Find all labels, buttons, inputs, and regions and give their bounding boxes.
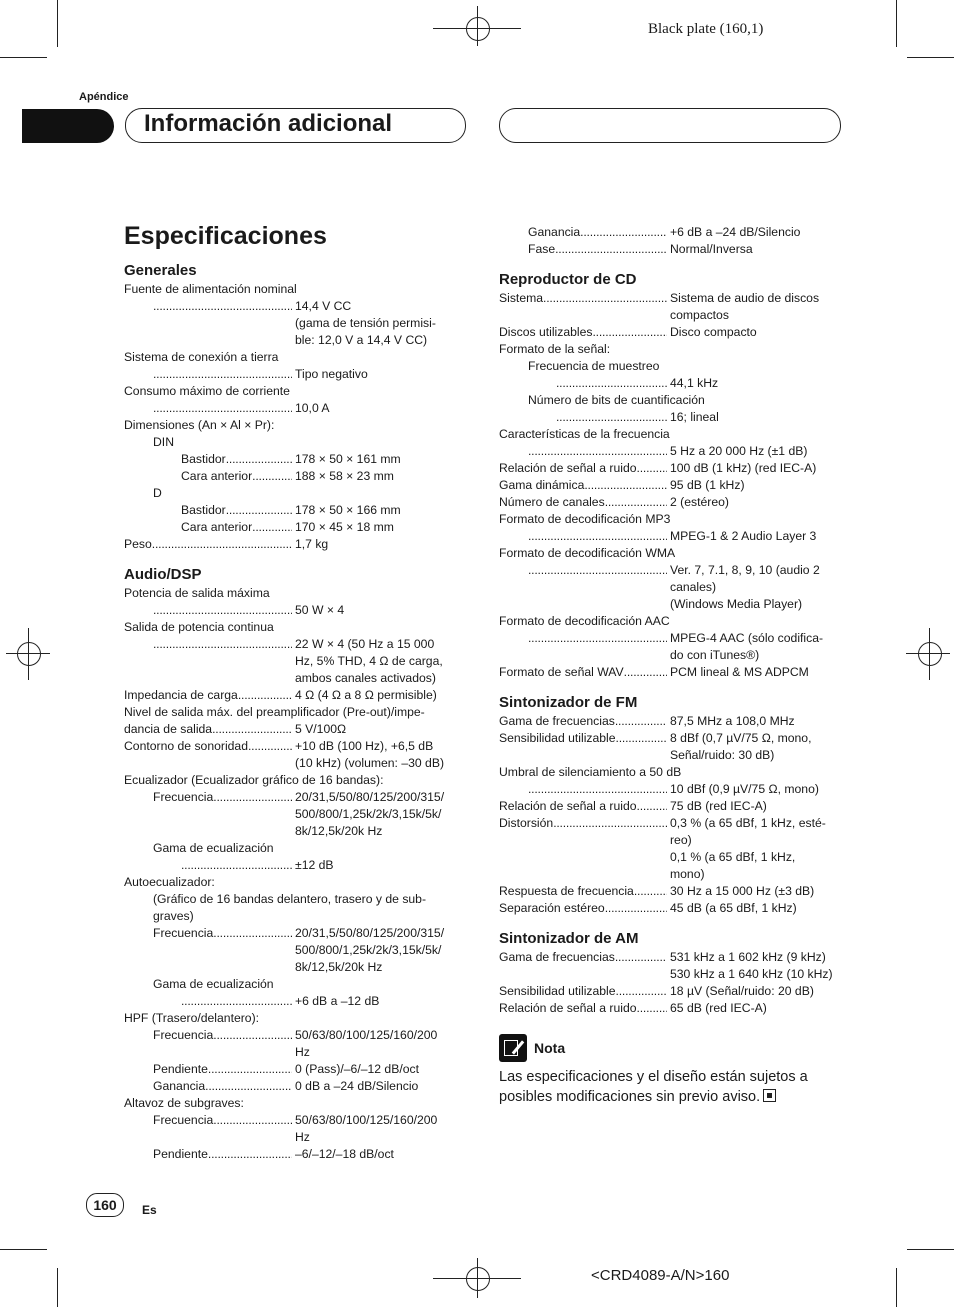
- dot-leader: [213, 789, 292, 806]
- spec-value: Normal/Inversa: [670, 242, 753, 256]
- spec-label-holder: [528, 241, 667, 258]
- spec-label: Frecuencia: [153, 790, 214, 804]
- spec-label-holder: [528, 528, 667, 545]
- spec-value: 14,4 V CC: [295, 299, 352, 313]
- spec-row: [124, 519, 464, 536]
- spec-row: [499, 713, 844, 730]
- spec-row: [124, 1146, 464, 1163]
- spec-line: Formato de la señal:: [499, 342, 611, 356]
- spec-label-holder: [499, 983, 667, 1000]
- spec-label-holder: [153, 1112, 292, 1129]
- spec-label: Ganancia: [528, 225, 581, 239]
- spec-row: [499, 528, 844, 545]
- spec-label: Frecuencia: [153, 1028, 214, 1042]
- spec-value: MPEG-4 AAC (sólo codifica-: [670, 631, 824, 645]
- spec-row: [499, 900, 844, 917]
- spec-row: [124, 602, 464, 619]
- spec-row: [124, 468, 464, 485]
- spec-label: Separación estéreo: [499, 901, 605, 915]
- registration-circle-icon: [17, 642, 41, 666]
- spec-label: Discos utilizables: [499, 325, 593, 339]
- dot-leader: [592, 324, 667, 341]
- spec-row: [499, 494, 844, 511]
- spec-row: [124, 400, 464, 417]
- spec-line: Frecuencia de muestreo: [528, 359, 660, 373]
- spec-row: [124, 536, 464, 553]
- spec-value: 8 dBf (0,7 µV/75 Ω, mono,: [670, 731, 812, 745]
- spec-label-holder: [528, 224, 667, 241]
- dot-leader: [528, 528, 667, 545]
- section-heading: Sintonizador de FM: [499, 694, 638, 711]
- end-square-icon: [763, 1089, 776, 1102]
- spec-label-holder: [499, 815, 667, 832]
- spec-label-holder: [153, 602, 292, 619]
- dot-leader: [637, 798, 667, 815]
- spec-value: 0 (Pass)/–6/–12 dB/oct: [295, 1062, 419, 1076]
- spec-value: PCM lineal & MS ADPCM: [670, 665, 809, 679]
- dot-leader: [226, 451, 292, 468]
- spec-line: Características de la frecuencia: [499, 427, 670, 441]
- spec-label-holder: [499, 713, 667, 730]
- spec-value-continued: canales): [670, 580, 717, 594]
- note-header: [499, 1033, 844, 1063]
- specs-right-list: [499, 224, 844, 1017]
- spec-row: [124, 857, 464, 874]
- dot-leader: [212, 721, 292, 738]
- spec-label-holder: [528, 562, 667, 579]
- spec-label-holder: [499, 477, 667, 494]
- spec-value: ±12 dB: [295, 858, 334, 872]
- spec-row: [124, 721, 464, 738]
- note-block: [499, 1033, 844, 1107]
- spec-row: [499, 798, 844, 815]
- spec-value-continued: mono): [670, 867, 705, 881]
- spec-label-holder: [499, 949, 667, 966]
- spec-value: 2 (estéreo): [670, 495, 729, 509]
- crop-mark: [0, 57, 47, 58]
- spec-label-holder: [124, 738, 292, 755]
- registration-circle-icon: [466, 1267, 490, 1291]
- spec-value: 188 × 58 × 23 mm: [295, 469, 394, 483]
- dot-leader: [181, 857, 292, 874]
- spec-line: Gama de ecualización: [153, 841, 274, 855]
- spec-label: Contorno de sonoridad: [124, 739, 248, 753]
- chapter-title: Información adicional: [144, 110, 393, 137]
- spec-label-holder: [153, 789, 292, 806]
- spec-row: [499, 815, 844, 832]
- dot-leader: [226, 502, 292, 519]
- spec-value: +6 dB a –24 dB/Silencio: [670, 225, 801, 239]
- spec-row: [124, 925, 464, 942]
- spec-line: DIN: [153, 435, 174, 449]
- spec-label-holder: [153, 1078, 292, 1095]
- spec-label-holder: [124, 536, 292, 553]
- spec-value: 20/31,5/50/80/125/200/315/: [295, 790, 445, 804]
- dot-leader: [584, 477, 667, 494]
- spec-label-holder: [528, 630, 667, 647]
- spec-label-holder: [153, 1146, 292, 1163]
- crop-mark: [896, 0, 897, 47]
- spec-value-continued: reo): [670, 833, 692, 847]
- spec-label-holder: [153, 400, 292, 417]
- spec-row: [499, 883, 844, 900]
- spec-value-continued: (10 kHz) (volumen: –30 dB): [295, 756, 445, 770]
- spec-line: Autoecualizador:: [124, 875, 215, 889]
- spec-value-continued: 530 kHz a 1 640 kHz (10 kHz): [670, 967, 833, 981]
- note-label: Nota: [534, 1039, 566, 1056]
- spec-value: 45 dB (a 65 dBf, 1 kHz): [670, 901, 797, 915]
- spec-label-holder: [153, 1061, 292, 1078]
- dot-leader: [615, 713, 667, 730]
- spec-line: HPF (Trasero/delantero):: [124, 1011, 260, 1025]
- dot-leader: [580, 224, 667, 241]
- dot-leader: [208, 1061, 292, 1078]
- crop-mark: [907, 1249, 954, 1250]
- dot-leader: [637, 460, 667, 477]
- spec-label: Gama de frecuencias: [499, 950, 615, 964]
- spec-value: 0 dB a –24 dB/Silencio: [295, 1079, 419, 1093]
- dot-leader: [152, 536, 292, 553]
- spec-row: [124, 502, 464, 519]
- spec-row: [499, 664, 844, 681]
- registration-circle-icon: [466, 17, 490, 41]
- specs-left-column: [124, 261, 464, 1163]
- specs-right-column: [499, 224, 844, 1107]
- spec-label-holder: [556, 375, 667, 392]
- spec-row: [124, 636, 464, 653]
- spec-label: Formato de señal WAV: [499, 665, 624, 679]
- dot-leader: [616, 983, 667, 1000]
- spec-value-continued: 500/800/1,25k/2k/3,15k/5k/: [295, 807, 442, 821]
- spec-value: 100 dB (1 kHz) (red IEC-A): [670, 461, 817, 475]
- spec-value: 20/31,5/50/80/125/200/315/: [295, 926, 445, 940]
- document-code: <CRD4089-A/N>160: [591, 1267, 730, 1284]
- spec-value: 16; lineal: [670, 410, 719, 424]
- spec-value: 4 Ω (4 Ω a 8 Ω permisible): [295, 688, 437, 702]
- spec-label-holder: [153, 925, 292, 942]
- spec-row: [499, 241, 844, 258]
- spec-label-holder: [181, 502, 292, 519]
- dot-leader: [528, 630, 667, 647]
- spec-row: [499, 460, 844, 477]
- section-label: Apéndice: [79, 91, 129, 103]
- dot-leader: [252, 519, 292, 536]
- crop-mark: [57, 1268, 58, 1307]
- spec-label: Pendiente: [153, 1147, 208, 1161]
- spec-value: 10,0 A: [295, 401, 330, 415]
- crop-mark: [0, 1249, 47, 1250]
- spec-label-holder: [528, 443, 667, 460]
- spec-row: [499, 324, 844, 341]
- spec-label-holder: [124, 687, 292, 704]
- spec-label: Impedancia de carga: [124, 688, 238, 702]
- spec-line: Nivel de salida máx. del preamplificador (Pre-out)/impe-: [124, 705, 425, 719]
- spec-row: [499, 409, 844, 426]
- dot-leader: [153, 602, 292, 619]
- spec-line: Fuente de alimentación nominal: [124, 282, 297, 296]
- spec-line: Potencia de salida máxima: [124, 586, 270, 600]
- chapter-tab: [22, 109, 114, 143]
- spec-value: 95 dB (1 kHz): [670, 478, 745, 492]
- spec-value: 10 dBf (0,9 µV/75 Ω, mono): [670, 782, 819, 796]
- spec-label: Respuesta de frecuencia: [499, 884, 634, 898]
- dot-leader: [205, 1078, 292, 1095]
- spec-label: Sensibilidad utilizable: [499, 731, 616, 745]
- dot-leader: [213, 1112, 292, 1129]
- spec-label-holder: [153, 298, 292, 315]
- spec-line: Formato de decodificación WMA: [499, 546, 676, 560]
- spec-value-continued: ambos canales activados): [295, 671, 436, 685]
- dot-leader: [213, 925, 292, 942]
- spec-label-holder: [153, 366, 292, 383]
- dot-leader: [556, 409, 667, 426]
- spec-label: Relación de señal a ruido: [499, 1001, 637, 1015]
- spec-value: 531 kHz a 1 602 kHz (9 kHz): [670, 950, 826, 964]
- page-title: Especificaciones: [124, 222, 327, 250]
- spec-label-holder: [499, 730, 667, 747]
- dot-leader: [153, 366, 292, 383]
- dot-leader: [153, 636, 292, 653]
- spec-value: 50/63/80/100/125/160/200: [295, 1028, 438, 1042]
- spec-line: Formato de decodificación MP3: [499, 512, 671, 526]
- spec-label-holder: [153, 636, 292, 653]
- dot-leader: [605, 494, 667, 511]
- spec-label: Sistema: [499, 291, 544, 305]
- spec-value: Disco compacto: [670, 325, 757, 339]
- spec-value-continued: Hz: [295, 1130, 310, 1144]
- spec-label-holder: [499, 494, 667, 511]
- spec-value-continued: ble: 12,0 V a 14,4 V CC): [295, 333, 428, 347]
- spec-value: 5 Hz a 20 000 Hz (±1 dB): [670, 444, 808, 458]
- spec-value: 18 µV (Señal/ruido: 20 dB): [670, 984, 814, 998]
- spec-row: [499, 781, 844, 798]
- spec-row: [499, 443, 844, 460]
- section-heading: Generales: [124, 262, 197, 279]
- spec-value: Tipo negativo: [295, 367, 368, 381]
- spec-row: [499, 224, 844, 241]
- spec-value: 22 W × 4 (50 Hz a 15 000: [295, 637, 435, 651]
- spec-label: Distorsión: [499, 816, 554, 830]
- spec-line: Formato de decodificación AAC: [499, 614, 670, 628]
- spec-label: Pendiente: [153, 1062, 208, 1076]
- spec-label-holder: [499, 798, 667, 815]
- spec-row: [124, 687, 464, 704]
- spec-row: [499, 290, 844, 307]
- spec-line: Sistema de conexión a tierra: [124, 350, 279, 364]
- plate-label: Black plate (160,1): [648, 21, 764, 37]
- spec-label-holder: [499, 460, 667, 477]
- spec-row: [499, 375, 844, 392]
- spec-row: [124, 298, 464, 315]
- spec-label: Bastidor: [181, 452, 226, 466]
- spec-label-holder: [499, 883, 667, 900]
- spec-line: Gama de ecualización: [153, 977, 274, 991]
- dot-leader: [543, 290, 667, 307]
- crop-mark: [896, 1268, 897, 1307]
- spec-value-continued: 500/800/1,25k/2k/3,15k/5k/: [295, 943, 442, 957]
- spec-label-holder: [181, 519, 292, 536]
- spec-label: Sensibilidad utilizable: [499, 984, 616, 998]
- dot-leader: [553, 815, 667, 832]
- spec-label: Relación de señal a ruido: [499, 799, 637, 813]
- spec-row: [499, 983, 844, 1000]
- spec-value-continued: compactos: [670, 308, 729, 322]
- page-number: 160: [86, 1193, 124, 1217]
- spec-line: (Gráfico de 16 bandas delantero, trasero y de sub-: [153, 892, 427, 906]
- spec-line: Número de bits de cuantificación: [528, 393, 705, 407]
- dot-leader: [528, 562, 667, 579]
- dot-leader: [637, 1000, 667, 1017]
- spec-line: Ecualizador (Ecualizador gráfico de 16 bandas):: [124, 773, 384, 787]
- spec-value: –6/–12/–18 dB/oct: [295, 1147, 394, 1161]
- spec-label: Frecuencia: [153, 1113, 214, 1127]
- spec-row: [499, 1000, 844, 1017]
- spec-label-holder: [499, 900, 667, 917]
- dot-leader: [248, 738, 292, 755]
- spec-row: [124, 789, 464, 806]
- crop-mark: [907, 57, 954, 58]
- spec-row: [499, 949, 844, 966]
- spec-row: [124, 738, 464, 755]
- spec-label: Relación de señal a ruido: [499, 461, 637, 475]
- dot-leader: [634, 883, 667, 900]
- spec-line: Salida de potencia continua: [124, 620, 274, 634]
- dot-leader: [238, 687, 292, 704]
- spec-value-continued: Hz: [295, 1045, 310, 1059]
- spec-value: MPEG-1 & 2 Audio Layer 3: [670, 529, 817, 543]
- spec-label: Número de canales: [499, 495, 605, 509]
- spec-label-holder: [499, 1000, 667, 1017]
- spec-value: Sistema de audio de discos: [670, 291, 820, 305]
- spec-value: 5 V/100Ω: [295, 722, 347, 736]
- spec-value-continued: (Windows Media Player): [670, 597, 803, 611]
- dot-leader: [153, 400, 292, 417]
- spec-label: Frecuencia: [153, 926, 214, 940]
- spec-label-holder: [181, 468, 292, 485]
- spec-value: Ver. 7, 7.1, 8, 9, 10 (audio 2: [670, 563, 820, 577]
- note-text-wrap: [499, 1067, 844, 1107]
- spec-row: [499, 730, 844, 747]
- spec-line: Dimensiones (An × Al × Pr):: [124, 418, 275, 432]
- spec-row: [124, 1027, 464, 1044]
- spec-label: Gama dinámica: [499, 478, 585, 492]
- spec-value-continued: 0,1 % (a 65 dBf, 1 kHz,: [670, 850, 796, 864]
- spec-value: 87,5 MHz a 108,0 MHz: [670, 714, 795, 728]
- dot-leader: [555, 241, 667, 258]
- spec-row: [499, 630, 844, 647]
- dot-leader: [181, 993, 292, 1010]
- spec-label-holder: [499, 324, 667, 341]
- spec-label-holder: [181, 857, 292, 874]
- spec-label: Cara anterior: [181, 520, 253, 534]
- spec-row: [499, 477, 844, 494]
- section-heading: Audio/DSP: [124, 566, 202, 583]
- dot-leader: [153, 298, 292, 315]
- spec-label: Bastidor: [181, 503, 226, 517]
- spec-label-holder: [181, 993, 292, 1010]
- dot-leader: [528, 443, 667, 460]
- spec-label-holder: [181, 451, 292, 468]
- spec-value: 44,1 kHz: [670, 376, 719, 390]
- spec-label: dancia de salida: [124, 722, 213, 736]
- spec-value-continued: Señal/ruido: 30 dB): [670, 748, 775, 762]
- spec-value: +6 dB a –12 dB: [295, 994, 380, 1008]
- dot-leader: [213, 1027, 292, 1044]
- spec-label: Cara anterior: [181, 469, 253, 483]
- crop-mark: [57, 0, 58, 47]
- spec-value: 1,7 kg: [295, 537, 329, 551]
- spec-value: 65 dB (red IEC-A): [670, 1001, 767, 1015]
- spec-line: D: [153, 486, 162, 500]
- language-code: Es: [142, 1203, 157, 1217]
- spec-value-continued: (gama de tensión permisi-: [295, 316, 436, 330]
- dot-leader: [616, 730, 667, 747]
- section-heading: Reproductor de CD: [499, 271, 637, 288]
- spec-row: [124, 366, 464, 383]
- spec-label-holder: [499, 664, 667, 681]
- spec-row: [124, 1112, 464, 1129]
- spec-row: [124, 451, 464, 468]
- spec-label-holder: [124, 721, 292, 738]
- spec-value: 178 × 50 × 161 mm: [295, 452, 401, 466]
- spec-value-continued: 8k/12,5k/20k Hz: [295, 960, 383, 974]
- spec-line: Umbral de silenciamiento a 50 dB: [499, 765, 682, 779]
- header-empty-box: [499, 108, 841, 143]
- spec-value: 170 × 45 × 18 mm: [295, 520, 394, 534]
- spec-value: 75 dB (red IEC-A): [670, 799, 767, 813]
- spec-value: +10 dB (100 Hz), +6,5 dB: [295, 739, 434, 753]
- dot-leader: [624, 664, 667, 681]
- note-pencil-icon: [499, 1034, 527, 1062]
- spec-value: 50/63/80/100/125/160/200: [295, 1113, 438, 1127]
- spec-label: Fase: [528, 242, 556, 256]
- section-heading: Sintonizador de AM: [499, 930, 639, 947]
- spec-value: 0,3 % (a 65 dBf, 1 kHz, esté-: [670, 816, 826, 830]
- note-text: Las especificaciones y el diseño están sujetos a posibles modificaciones sin previo aviso.: [499, 1069, 808, 1105]
- spec-value: 50 W × 4: [295, 603, 345, 617]
- spec-value-continued: 8k/12,5k/20k Hz: [295, 824, 383, 838]
- dot-leader: [208, 1146, 292, 1163]
- spec-label-holder: [499, 290, 667, 307]
- spec-row: [124, 1078, 464, 1095]
- spec-row: [124, 1061, 464, 1078]
- spec-value-continued: Hz, 5% THD, 4 Ω de carga,: [295, 654, 443, 668]
- spec-label: Ganancia: [153, 1079, 206, 1093]
- spec-label-holder: [153, 1027, 292, 1044]
- dot-leader: [528, 781, 667, 798]
- dot-leader: [605, 900, 667, 917]
- dot-leader: [615, 949, 667, 966]
- spec-line: Consumo máximo de corriente: [124, 384, 290, 398]
- spec-label: Gama de frecuencias: [499, 714, 615, 728]
- spec-line: graves): [153, 909, 194, 923]
- registration-circle-icon: [918, 642, 942, 666]
- spec-label: Peso: [124, 537, 152, 551]
- dot-leader: [556, 375, 667, 392]
- spec-value: 30 Hz a 15 000 Hz (±3 dB): [670, 884, 815, 898]
- dot-leader: [252, 468, 292, 485]
- spec-row: [124, 993, 464, 1010]
- spec-line: Altavoz de subgraves:: [124, 1096, 244, 1110]
- spec-value: 178 × 50 × 166 mm: [295, 503, 401, 517]
- spec-label-holder: [556, 409, 667, 426]
- spec-row: [499, 562, 844, 579]
- spec-label-holder: [528, 781, 667, 798]
- spec-value-continued: do con iTunes®): [670, 648, 760, 662]
